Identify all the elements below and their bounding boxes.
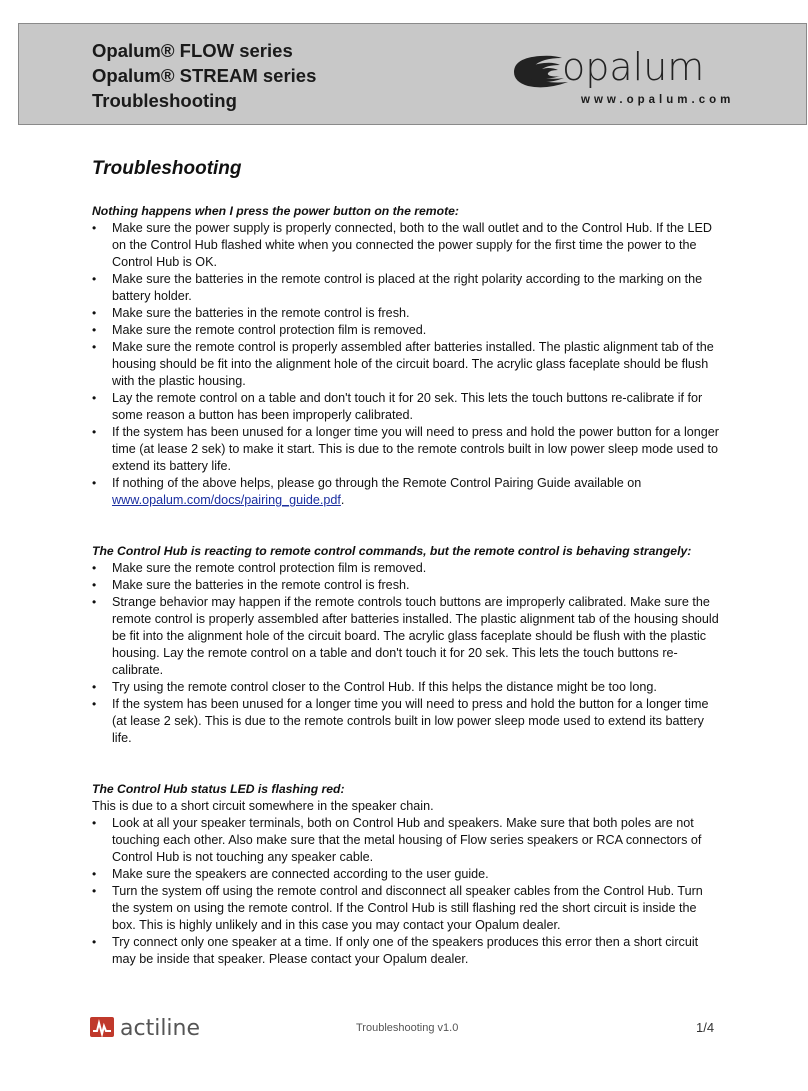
bullet-list — [92, 220, 722, 509]
header-titles — [92, 38, 316, 113]
website-url[interactable]: www.opalum.com — [581, 94, 735, 106]
pairing-guide-link[interactable]: www.opalum.com/docs/pairing_guide.pdf — [112, 493, 341, 507]
list-item: • Make sure the remote control protection film is removed. — [92, 560, 722, 577]
section-remote-strange — [92, 543, 722, 747]
list-item: • Make sure the batteries in the remote control is fresh. — [92, 305, 722, 322]
section-intro: This is due to a short circuit somewhere in the speaker chain. — [92, 799, 434, 813]
list-item: • Make sure the batteries in the remote control is placed at the right polarity according to the marking on the battery holder. — [92, 271, 722, 305]
header-title-line: Opalum® STREAM series — [92, 65, 317, 86]
footer-doc-label: Troubleshooting v1.0 — [356, 1022, 459, 1034]
page-number: 1/4 — [696, 1020, 715, 1035]
list-item: • Make sure the batteries in the remote control is fresh. — [92, 577, 722, 594]
list-item: • Strange behavior may happen if the remote controls touch buttons are improperly calibrated. Make sure the remote control is properly assembled after batteries installed. The plastic alignment tab of the housing should be fit into the alignment hole of the circuit board. The acrylic glass faceplate should be flush with the plastic housing. Lay the remote control on a table and don't touch it for 20 sek. This lets the touch buttons re-calibrate. — [92, 594, 722, 679]
list-item: • Turn the system off using the remote control and disconnect all speaker cables from the Control Hub. Turn the system on using the remote control. If the Control Hub is still flashing red the short circuit is inside the box. This is highly unlikely and in this case you may contact your Opalum dealer. — [92, 883, 722, 934]
page-title: Troubleshooting — [92, 158, 242, 179]
opalum-logo — [496, 40, 796, 100]
list-item: • If the system has been unused for a longer time you will need to press and hold the button for a longer time (at lease 2 sek). This is due to the remote controls built in low power sleep mode used to extend its battery life. — [92, 696, 722, 747]
spacer — [92, 509, 722, 543]
header-title-line: Troubleshooting — [92, 90, 237, 111]
main-content — [92, 158, 722, 968]
list-item: • If the system has been unused for a longer time you will need to press and hold the power button for a longer time (at lease 2 sek) to make it start. This is due to the remote controls built in low power sleep mode used to extend its battery life. — [92, 424, 722, 475]
actiline-wordmark: actiline — [120, 1016, 201, 1041]
list-item: • Make sure the remote control is properly assembled after batteries installed. The plastic alignment tab of the housing should be fit into the alignment hole of the circuit board. The acrylic glass faceplate should be flush with the plastic housing. — [92, 339, 722, 390]
section-heading: Nothing happens when I press the power button on the remote: — [92, 204, 459, 218]
section-heading: The Control Hub is reacting to remote control commands, but the remote control is behaving strangely: — [92, 544, 692, 558]
list-item: • Make sure the speakers are connected according to the user guide. — [92, 866, 722, 883]
section-heading: The Control Hub status LED is flashing red: — [92, 782, 345, 796]
section-led-red — [92, 781, 722, 968]
bullet-list — [92, 560, 722, 747]
bullet-list — [92, 815, 722, 968]
list-item-text: If nothing of the above helps, please go through the Remote Control Pairing Guide available on — [112, 476, 642, 490]
list-item: • Try using the remote control closer to the Control Hub. If this helps the distance might be too long. — [92, 679, 722, 696]
list-item: • Make sure the remote control protection film is removed. — [92, 322, 722, 339]
spacer — [92, 747, 722, 781]
list-item-end: . — [340, 493, 345, 507]
list-item: • Make sure the power supply is properly connected, both to the wall outlet and to the Control Hub. If the LED on the Control Hub flashed white when you connected the power supply for the first time the power to the Control Hub is OK. — [92, 220, 722, 271]
list-item — [92, 475, 722, 509]
list-item: • Try connect only one speaker at a time. If only one of the speakers produces this error then a short circuit may be inside that speaker. Please contact your Opalum dealer. — [92, 934, 722, 968]
page-header — [18, 23, 807, 125]
section-power-button — [92, 203, 722, 509]
list-item: • Lay the remote control on a table and don't touch it for 20 sek. This lets the touch buttons re-calibrate if for some reason a button has been improperly calibrated. — [92, 390, 722, 424]
list-item: • Look at all your speaker terminals, both on Control Hub and speakers. Make sure that both poles are not touching each other. Also make sure that the metal housing of Flow series speakers or RCA connectors of Control Hub is not touching any speaker cable. — [92, 815, 722, 866]
header-title-line: Opalum® FLOW series — [92, 40, 293, 61]
actiline-logo — [90, 1013, 240, 1041]
opalum-wordmark: opalum — [562, 45, 705, 89]
